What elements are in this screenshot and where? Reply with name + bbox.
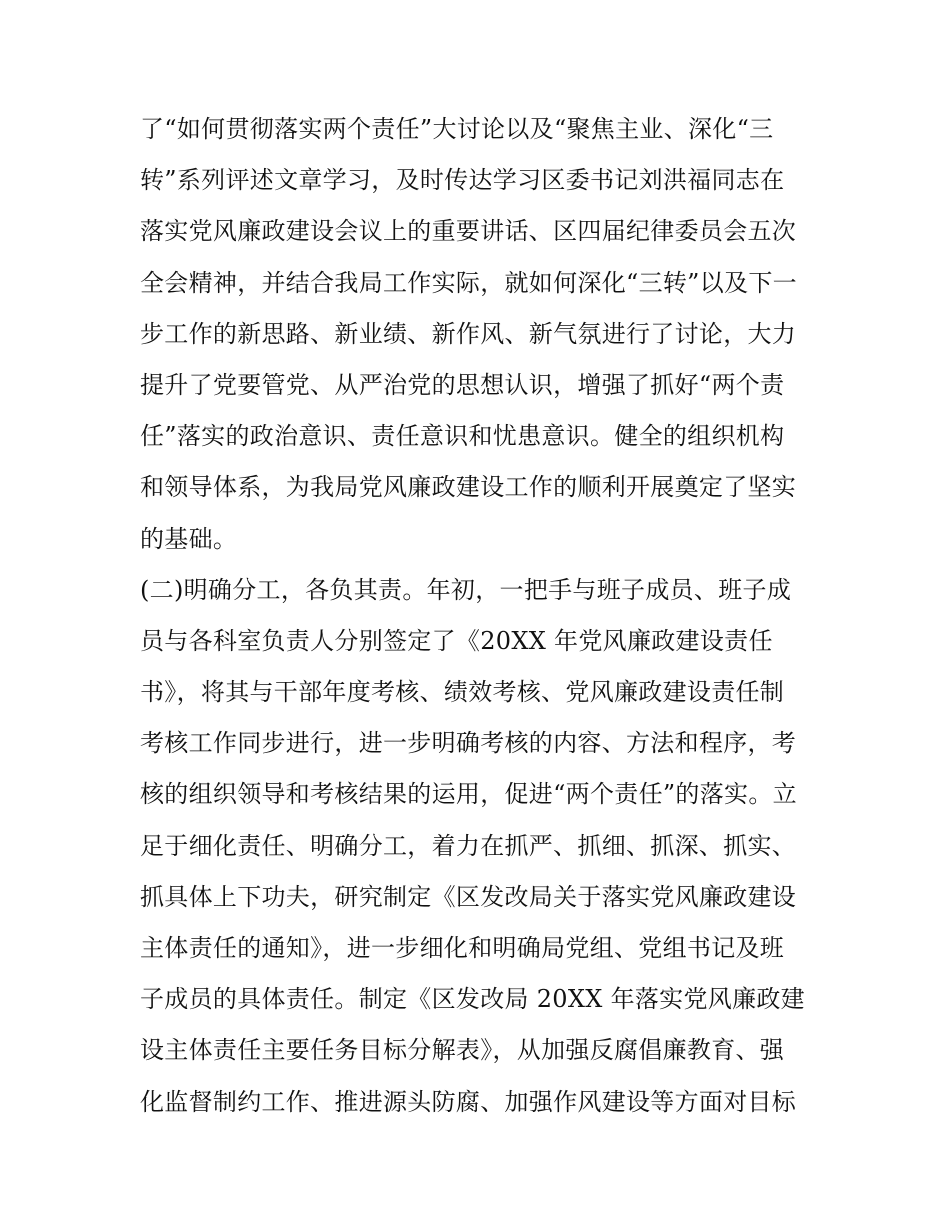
body-text	[140, 104, 830, 1128]
text-line: 全会精神，并结合我局工作实际，就如何深化“三转”以及下一	[140, 268, 797, 297]
text-line: 任”落实的政治意识、责任意识和忧患意识。健全的组织机构	[140, 422, 785, 451]
text-line: 员与各科室负责人分别签定了《20XX 年党风廉政建设责任	[140, 626, 773, 655]
text-line: 的基础。	[140, 524, 238, 553]
text-line: 步工作的新思路、新业绩、新作风、新气氛进行了讨论，大力	[140, 319, 797, 348]
text-line: 抓具体上下功夫，研究制定《区发改局关于落实党风廉政建设	[140, 882, 797, 911]
text-line: 子成员的具体责任。制定《区发改局 20XX 年落实党风廉政建	[140, 985, 805, 1014]
text-line: 考核工作同步进行，进一步明确考核的内容、方法和程序，考	[140, 729, 797, 758]
text-line: 书》，将其与干部年度考核、绩效考核、党风廉政建设责任制	[140, 678, 785, 707]
text-line: 设主体责任主要任务目标分解表》，从加强反腐倡廉教育、强	[140, 1036, 785, 1065]
text-line: 提升了党要管党、从严治党的思想认识，增强了抓好“两个责	[140, 370, 785, 399]
text-line: 转”系列评述文章学习，及时传达学习区委书记刘洪福同志在	[140, 166, 785, 195]
text-line: 和领导体系，为我局党风廉政建设工作的顺利开展奠定了坚实	[140, 473, 797, 502]
text-line: 主体责任的通知》，进一步细化和明确局党组、党组书记及班	[140, 934, 785, 962]
text-line: 足于细化责任、明确分工，着力在抓严、抓细、抓深、抓实、	[140, 831, 797, 860]
text-line: 落实党风廉政建设会议上的重要讲话、区四届纪律委员会五次	[140, 217, 797, 246]
text-line: 了“如何贯彻落实两个责任”大讨论以及“聚焦主业、深化“三	[140, 115, 774, 143]
text-line: 核的组织领导和考核结果的运用，促进“两个责任”的落实。立	[140, 780, 797, 809]
section-heading-line: (二)明确分工，各负其责。年初，一把手与班子成员、班子成	[140, 575, 792, 604]
text-line: 化监督制约工作、推进源头防腐、加强作风建设等方面对目标	[140, 1087, 797, 1116]
